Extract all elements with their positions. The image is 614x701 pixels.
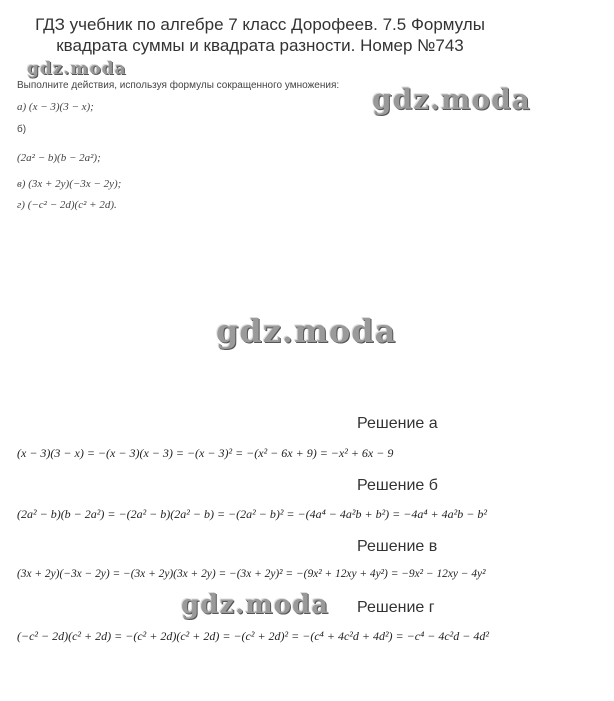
page-title-line1: ГДЗ учебник по алгебре 7 класс Дорофеев. 7.5 Формулы bbox=[35, 15, 485, 34]
task-item-d: г) (−c² − 2d)(c² + 2d). bbox=[17, 199, 117, 211]
task-item-a: а) (x − 3)(3 − x); bbox=[17, 101, 94, 113]
task-item-b-expression: (2a² − b)(b − 2a²); bbox=[17, 152, 101, 164]
solution-d-equation: (−c² − 2d)(c² + 2d) = −(c² + 2d)(c² + 2d) = −(c² + 2d)² = −(c⁴ + 4c²d + 4d²) = −c⁴ − 4c²d − 4d² bbox=[17, 629, 489, 643]
watermark-logo-center: gdz.moda bbox=[216, 312, 397, 350]
solution-a-equation: (x − 3)(3 − x) = −(x − 3)(x − 3) = −(x − 3)² = −(x² − 6x + 9) = −x² + 6x − 9 bbox=[17, 446, 394, 460]
solution-a-heading: Решение а bbox=[357, 415, 438, 432]
watermark-logo-small: gdz.moda bbox=[27, 59, 127, 79]
task-intro: Выполните действия, используя формулы сокращенного умножения: bbox=[17, 80, 340, 91]
watermark-logo-bottom: gdz.moda bbox=[181, 590, 330, 620]
solution-c-equation: (3x + 2y)(−3x − 2y) = −(3x + 2y)(3x + 2y) = −(3x + 2y)² = −(9x² + 12xy + 4y²) = −9x² − 12xy − 4y² bbox=[17, 568, 486, 580]
solution-b-equation: (2a² − b)(b − 2a²) = −(2a² − b)(2a² − b) = −(2a² − b)² = −(4a⁴ − 4a²b + b²) = −4a⁴ + 4a²b − b² bbox=[17, 507, 487, 521]
page-title bbox=[0, 14, 520, 56]
task-item-c: в) (3x + 2y)(−3x − 2y); bbox=[17, 178, 122, 190]
task-item-b-label: б) bbox=[17, 124, 27, 135]
solution-d-heading: Решение г bbox=[357, 599, 435, 616]
watermark-logo-top: gdz.moda bbox=[372, 83, 531, 116]
solution-b-heading: Решение б bbox=[357, 477, 438, 494]
solution-c-heading: Решение в bbox=[357, 538, 438, 555]
page-title-line2: квадрата суммы и квадрата разности. Номер №743 bbox=[56, 36, 464, 55]
